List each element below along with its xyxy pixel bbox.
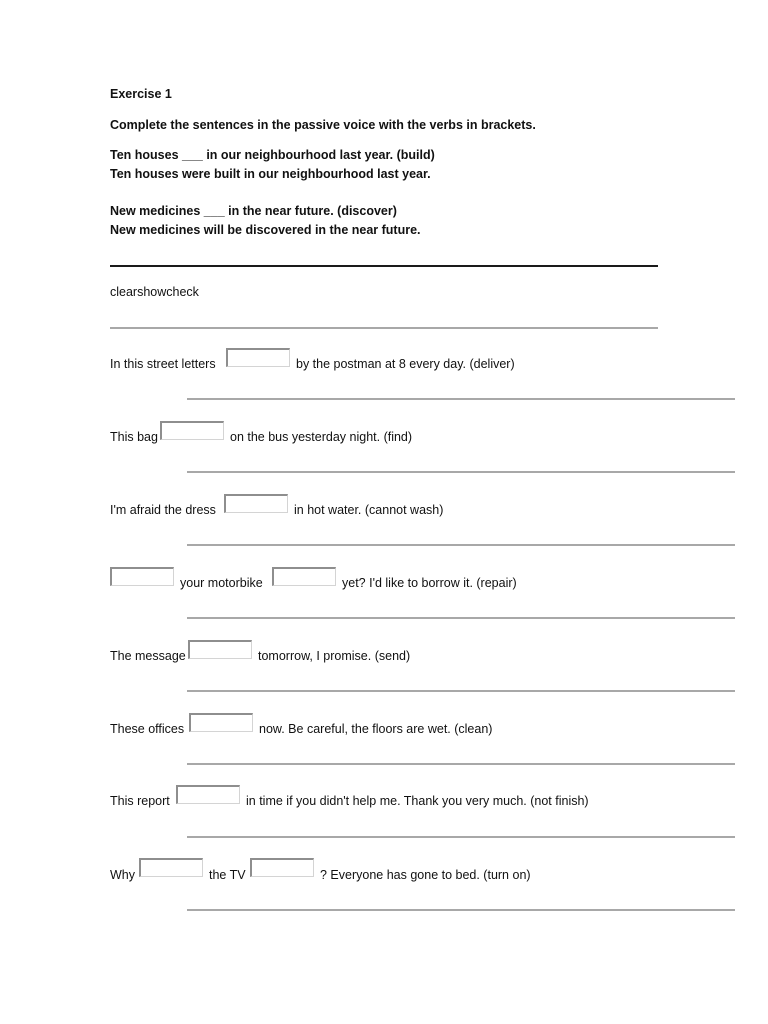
- question-text: in hot water. (cannot wash): [294, 503, 444, 517]
- answer-input[interactable]: [189, 713, 253, 732]
- answer-divider: [187, 398, 735, 400]
- controls-divider: [110, 327, 658, 329]
- example-prompt: New medicines ___ in the near future. (discover): [110, 204, 397, 218]
- question-text: yet? I'd like to borrow it. (repair): [342, 576, 517, 590]
- clear-button[interactable]: clear: [110, 285, 138, 299]
- question-text: I'm afraid the dress: [110, 503, 216, 517]
- exercise-instruction: Complete the sentences in the passive voice with the verbs in brackets.: [110, 118, 536, 132]
- answer-input[interactable]: [110, 567, 174, 586]
- answer-divider: [187, 544, 735, 546]
- example-answer: Ten houses were built in our neighbourhood last year.: [110, 167, 431, 181]
- question-text: tomorrow, I promise. (send): [258, 649, 411, 663]
- question-text: in time if you didn't help me. Thank you very much. (not finish): [246, 794, 589, 808]
- question-text: on the bus yesterday night. (find): [230, 430, 413, 444]
- example-prompt: Ten houses ___ in our neighbourhood last year. (build): [110, 148, 435, 162]
- header-divider: [110, 265, 658, 267]
- controls: [110, 284, 199, 300]
- answer-input[interactable]: [139, 858, 203, 877]
- example-answer: New medicines will be discovered in the near future.: [110, 223, 421, 237]
- answer-divider: [187, 690, 735, 692]
- show-button[interactable]: show: [137, 285, 167, 299]
- answer-input[interactable]: [226, 348, 290, 367]
- answer-input[interactable]: [188, 640, 252, 659]
- question-text: Why: [110, 868, 135, 882]
- answer-divider: [187, 836, 735, 838]
- question-text: These offices: [110, 722, 185, 736]
- answer-divider: [187, 471, 735, 473]
- question-text: This bag: [110, 430, 158, 444]
- question-text: your motorbike: [180, 576, 263, 590]
- answer-divider: [187, 763, 735, 765]
- answer-input[interactable]: [176, 785, 240, 804]
- answer-input[interactable]: [272, 567, 336, 586]
- answer-input[interactable]: [224, 494, 288, 513]
- answer-input[interactable]: [250, 858, 314, 877]
- answer-divider: [187, 617, 735, 619]
- question-text: the TV: [209, 868, 246, 882]
- question-text: now. Be careful, the floors are wet. (clean): [259, 722, 493, 736]
- exercise-title: Exercise 1: [110, 87, 172, 101]
- check-button[interactable]: check: [166, 285, 199, 299]
- question-text: The message: [110, 649, 186, 663]
- question-text: by the postman at 8 every day. (deliver): [296, 357, 515, 371]
- answer-divider: [187, 909, 735, 911]
- answer-input[interactable]: [160, 421, 224, 440]
- question-text: This report: [110, 794, 170, 808]
- question-text: In this street letters: [110, 357, 216, 371]
- question-text: ? Everyone has gone to bed. (turn on): [320, 868, 531, 882]
